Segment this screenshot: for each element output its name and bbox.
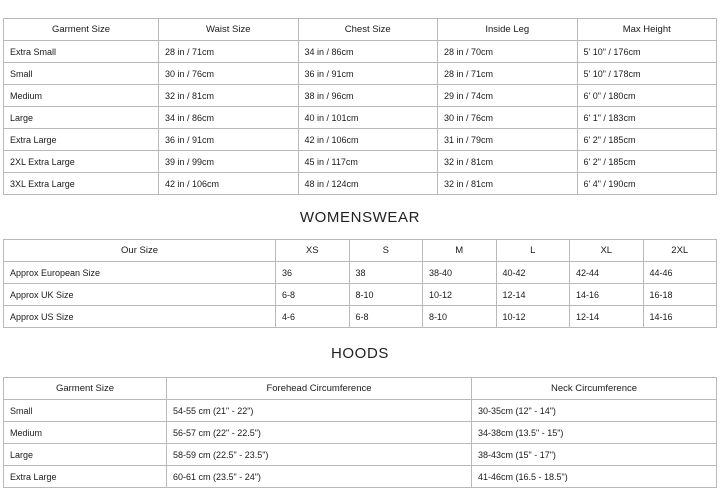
column-header-neck-circumference: Neck Circumference bbox=[472, 378, 717, 400]
cell-m: 10-12 bbox=[423, 284, 497, 306]
cell-waist-size: 39 in / 99cm bbox=[159, 151, 299, 173]
cell-garment-size: 3XL Extra Large bbox=[4, 173, 159, 195]
table-header-row bbox=[4, 240, 717, 262]
cell-garment-size: 2XL Extra Large bbox=[4, 151, 159, 173]
cell-m: 38-40 bbox=[423, 262, 497, 284]
column-header-inside-leg: Inside Leg bbox=[438, 19, 578, 41]
cell-garment-size: Small bbox=[4, 63, 159, 85]
cell-s: 38 bbox=[349, 262, 423, 284]
column-header-2xl: 2XL bbox=[643, 240, 717, 262]
cell-l: 40-42 bbox=[496, 262, 570, 284]
cell-waist-size: 36 in / 91cm bbox=[159, 129, 299, 151]
cell-forehead-circumference: 54-55 cm (21" - 22") bbox=[167, 400, 472, 422]
cell-inside-leg: 31 in / 79cm bbox=[438, 129, 578, 151]
column-header-chest-size: Chest Size bbox=[298, 19, 438, 41]
table-row bbox=[4, 107, 717, 129]
cell-neck-circumference: 38-43cm (15" - 17") bbox=[472, 444, 717, 466]
table-row bbox=[4, 129, 717, 151]
table-row bbox=[4, 284, 717, 306]
cell-xs: 6-8 bbox=[276, 284, 350, 306]
table-row bbox=[4, 466, 717, 488]
cell-row-label: Approx UK Size bbox=[4, 284, 276, 306]
cell-chest-size: 36 in / 91cm bbox=[298, 63, 438, 85]
cell-xl: 42-44 bbox=[570, 262, 644, 284]
column-header-max-height: Max Height bbox=[577, 19, 717, 41]
cell-garment-size: Small bbox=[4, 400, 167, 422]
cell-max-height: 5' 10" / 176cm bbox=[577, 41, 717, 63]
cell-2xl: 44-46 bbox=[643, 262, 717, 284]
cell-s: 8-10 bbox=[349, 284, 423, 306]
cell-row-label: Approx European Size bbox=[4, 262, 276, 284]
cell-neck-circumference: 34-38cm (13.5" - 15") bbox=[472, 422, 717, 444]
cell-forehead-circumference: 60-61 cm (23.5" - 24") bbox=[167, 466, 472, 488]
cell-garment-size: Extra Small bbox=[4, 41, 159, 63]
cell-waist-size: 34 in / 86cm bbox=[159, 107, 299, 129]
cell-garment-size: Extra Large bbox=[4, 129, 159, 151]
cell-m: 8-10 bbox=[423, 306, 497, 328]
cell-inside-leg: 32 in / 81cm bbox=[438, 151, 578, 173]
cell-waist-size: 32 in / 81cm bbox=[159, 85, 299, 107]
cell-2xl: 14-16 bbox=[643, 306, 717, 328]
cell-l: 10-12 bbox=[496, 306, 570, 328]
column-header-garment-size: Garment Size bbox=[4, 378, 167, 400]
cell-garment-size: Medium bbox=[4, 422, 167, 444]
table-row bbox=[4, 63, 717, 85]
column-header-m: M bbox=[423, 240, 497, 262]
section-title-hoods: HOODS bbox=[330, 345, 389, 362]
cell-inside-leg: 30 in / 76cm bbox=[438, 107, 578, 129]
cell-inside-leg: 29 in / 74cm bbox=[438, 85, 578, 107]
cell-neck-circumference: 41-46cm (16.5 - 18.5") bbox=[472, 466, 717, 488]
cell-chest-size: 38 in / 96cm bbox=[298, 85, 438, 107]
table-row bbox=[4, 400, 717, 422]
cell-forehead-circumference: 56-57 cm (22" - 22.5") bbox=[167, 422, 472, 444]
cell-waist-size: 42 in / 106cm bbox=[159, 173, 299, 195]
cell-inside-leg: 28 in / 71cm bbox=[438, 63, 578, 85]
cell-chest-size: 45 in / 117cm bbox=[298, 151, 438, 173]
table-row bbox=[4, 151, 717, 173]
table-row bbox=[4, 85, 717, 107]
cell-chest-size: 34 in / 86cm bbox=[298, 41, 438, 63]
cell-waist-size: 28 in / 71cm bbox=[159, 41, 299, 63]
cell-s: 6-8 bbox=[349, 306, 423, 328]
cell-garment-size: Extra Large bbox=[4, 466, 167, 488]
cell-garment-size: Large bbox=[4, 444, 167, 466]
cell-neck-circumference: 30-35cm (12" - 14") bbox=[472, 400, 717, 422]
menswear-size-table bbox=[3, 18, 717, 195]
column-header-forehead-circumference: Forehead Circumference bbox=[167, 378, 472, 400]
cell-max-height: 6' 2" / 185cm bbox=[577, 129, 717, 151]
cell-waist-size: 30 in / 76cm bbox=[159, 63, 299, 85]
cell-xl: 12-14 bbox=[570, 306, 644, 328]
cell-row-label: Approx US Size bbox=[4, 306, 276, 328]
cell-chest-size: 40 in / 101cm bbox=[298, 107, 438, 129]
cell-xl: 14-16 bbox=[570, 284, 644, 306]
hoods-size-table bbox=[3, 377, 717, 488]
cell-garment-size: Medium bbox=[4, 85, 159, 107]
cell-max-height: 6' 0" / 180cm bbox=[577, 85, 717, 107]
table-header-row bbox=[4, 378, 717, 400]
cell-xs: 4-6 bbox=[276, 306, 350, 328]
table-row bbox=[4, 262, 717, 284]
cell-inside-leg: 32 in / 81cm bbox=[438, 173, 578, 195]
cell-chest-size: 42 in / 106cm bbox=[298, 129, 438, 151]
section-title-womenswear: WOMENSWEAR bbox=[299, 209, 421, 226]
table-row bbox=[4, 41, 717, 63]
table-row bbox=[4, 422, 717, 444]
column-header-xl: XL bbox=[570, 240, 644, 262]
cell-max-height: 6' 1" / 183cm bbox=[577, 107, 717, 129]
cell-xs: 36 bbox=[276, 262, 350, 284]
cell-max-height: 6' 4" / 190cm bbox=[577, 173, 717, 195]
table-row bbox=[4, 444, 717, 466]
table-header-row bbox=[4, 19, 717, 41]
cell-inside-leg: 28 in / 70cm bbox=[438, 41, 578, 63]
column-header-garment-size: Garment Size bbox=[4, 19, 159, 41]
top-spacer bbox=[0, 0, 720, 18]
cell-max-height: 5' 10" / 178cm bbox=[577, 63, 717, 85]
column-header-l: L bbox=[496, 240, 570, 262]
cell-forehead-circumference: 58-59 cm (22.5" - 23.5") bbox=[167, 444, 472, 466]
womenswear-size-table bbox=[3, 239, 717, 328]
cell-chest-size: 48 in / 124cm bbox=[298, 173, 438, 195]
table-row bbox=[4, 306, 717, 328]
table-row bbox=[4, 173, 717, 195]
cell-max-height: 6' 2" / 185cm bbox=[577, 151, 717, 173]
column-header-our-size: Our Size bbox=[4, 240, 276, 262]
cell-garment-size: Large bbox=[4, 107, 159, 129]
column-header-s: S bbox=[349, 240, 423, 262]
cell-2xl: 16-18 bbox=[643, 284, 717, 306]
column-header-waist-size: Waist Size bbox=[159, 19, 299, 41]
cell-l: 12-14 bbox=[496, 284, 570, 306]
column-header-xs: XS bbox=[276, 240, 350, 262]
